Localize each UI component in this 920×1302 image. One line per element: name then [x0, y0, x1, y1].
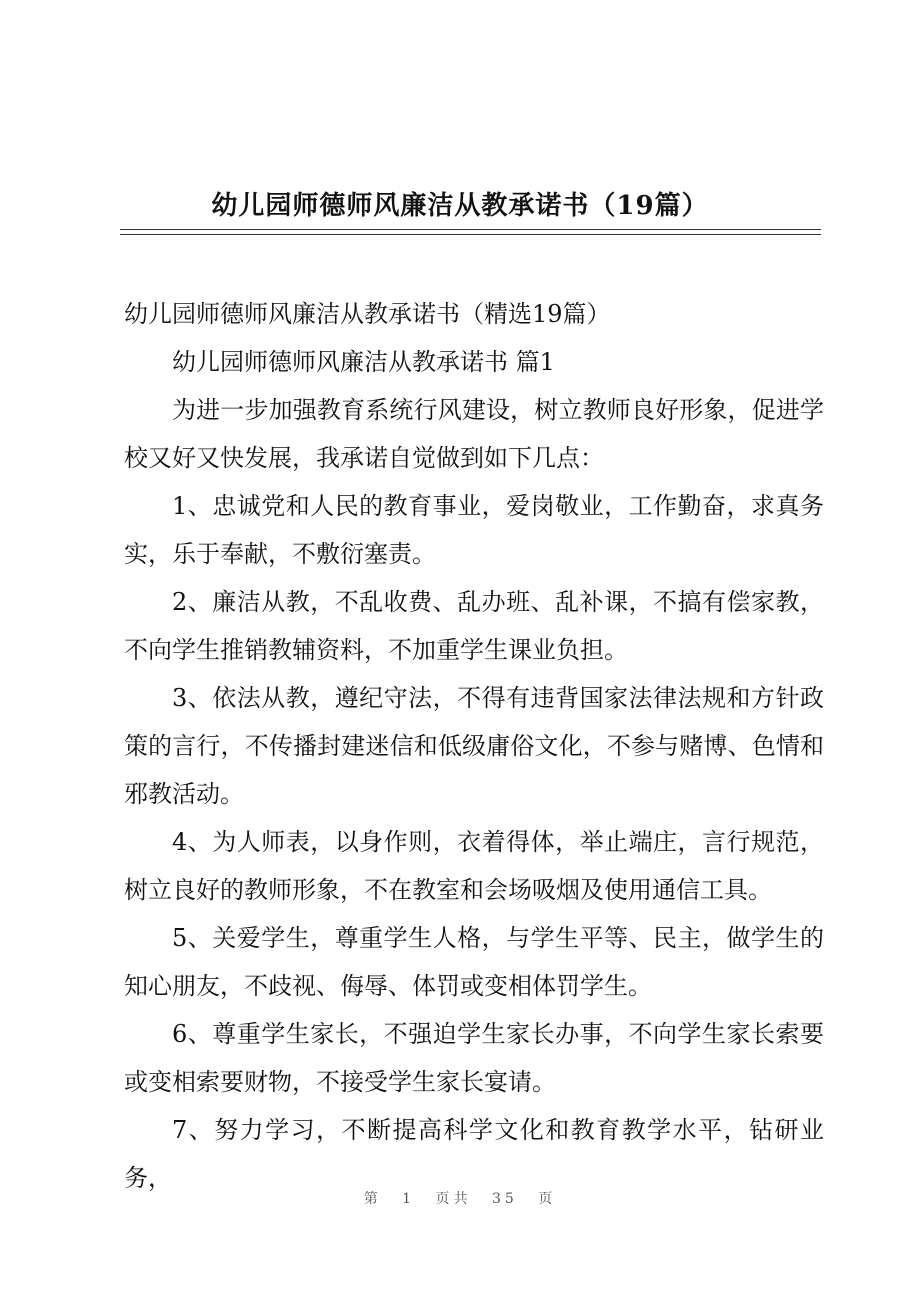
footer-page-number: 1	[402, 1191, 416, 1207]
page-footer	[0, 1188, 920, 1208]
footer-page-label: 第	[363, 1191, 382, 1207]
section-heading: 幼儿园师德师风廉洁从教承诺书 篇1	[172, 348, 555, 376]
paragraph-item-3: 3、依法从教，遵纪守法，不得有违背国家法律法规和方针政策的言行，不传播封建迷信和低级庸俗文化，不参与赌博、色情和邪教活动。	[124, 684, 824, 808]
document-title: 幼儿园师德师风廉洁从教承诺书（19篇）	[211, 191, 709, 221]
footer-total-pages: 35	[492, 1191, 518, 1207]
footer-page-suffix: 页	[538, 1191, 557, 1207]
paragraph-item-6: 6、尊重学生家长，不强迫学生家长办事，不向学生家长索要或变相索要财物，不接受学生家长宴请。	[124, 1020, 824, 1096]
title-rule-top	[120, 229, 821, 230]
paragraph-item-5: 5、关爱学生，尊重学生人格，与学生平等、民主，做学生的知心朋友，不歧视、侮辱、体罚或变相体罚学生。	[124, 924, 824, 1000]
paragraph-item-4: 4、为人师表，以身作则，衣着得体，举止端庄，言行规范，树立良好的教师形象，不在教室和会场吸烟及使用通信工具。	[124, 828, 824, 904]
document-subtitle: 幼儿园师德师风廉洁从教承诺书（精选19篇）	[124, 300, 611, 328]
paragraph-item-2: 2、廉洁从教，不乱收费、乱办班、乱补课，不搞有偿家教，不向学生推销教辅资料，不加重学生课业负担。	[124, 588, 824, 664]
title-rule-bottom	[120, 234, 821, 235]
paragraph-item-7: 7、努力学习，不断提高科学文化和教育教学水平，钻研业务，	[124, 1116, 824, 1192]
footer-total-label: 页共	[435, 1191, 472, 1207]
paragraph-intro: 为进一步加强教育系统行风建设，树立教师良好形象，促进学校又好又快发展，我承诺自觉做到如下几点：	[124, 396, 824, 472]
document-body	[124, 290, 824, 1202]
paragraph-item-1: 1、忠诚党和人民的教育事业，爱岗敬业，工作勤奋，求真务实，乐于奉献，不敷衍塞责。	[124, 492, 824, 568]
